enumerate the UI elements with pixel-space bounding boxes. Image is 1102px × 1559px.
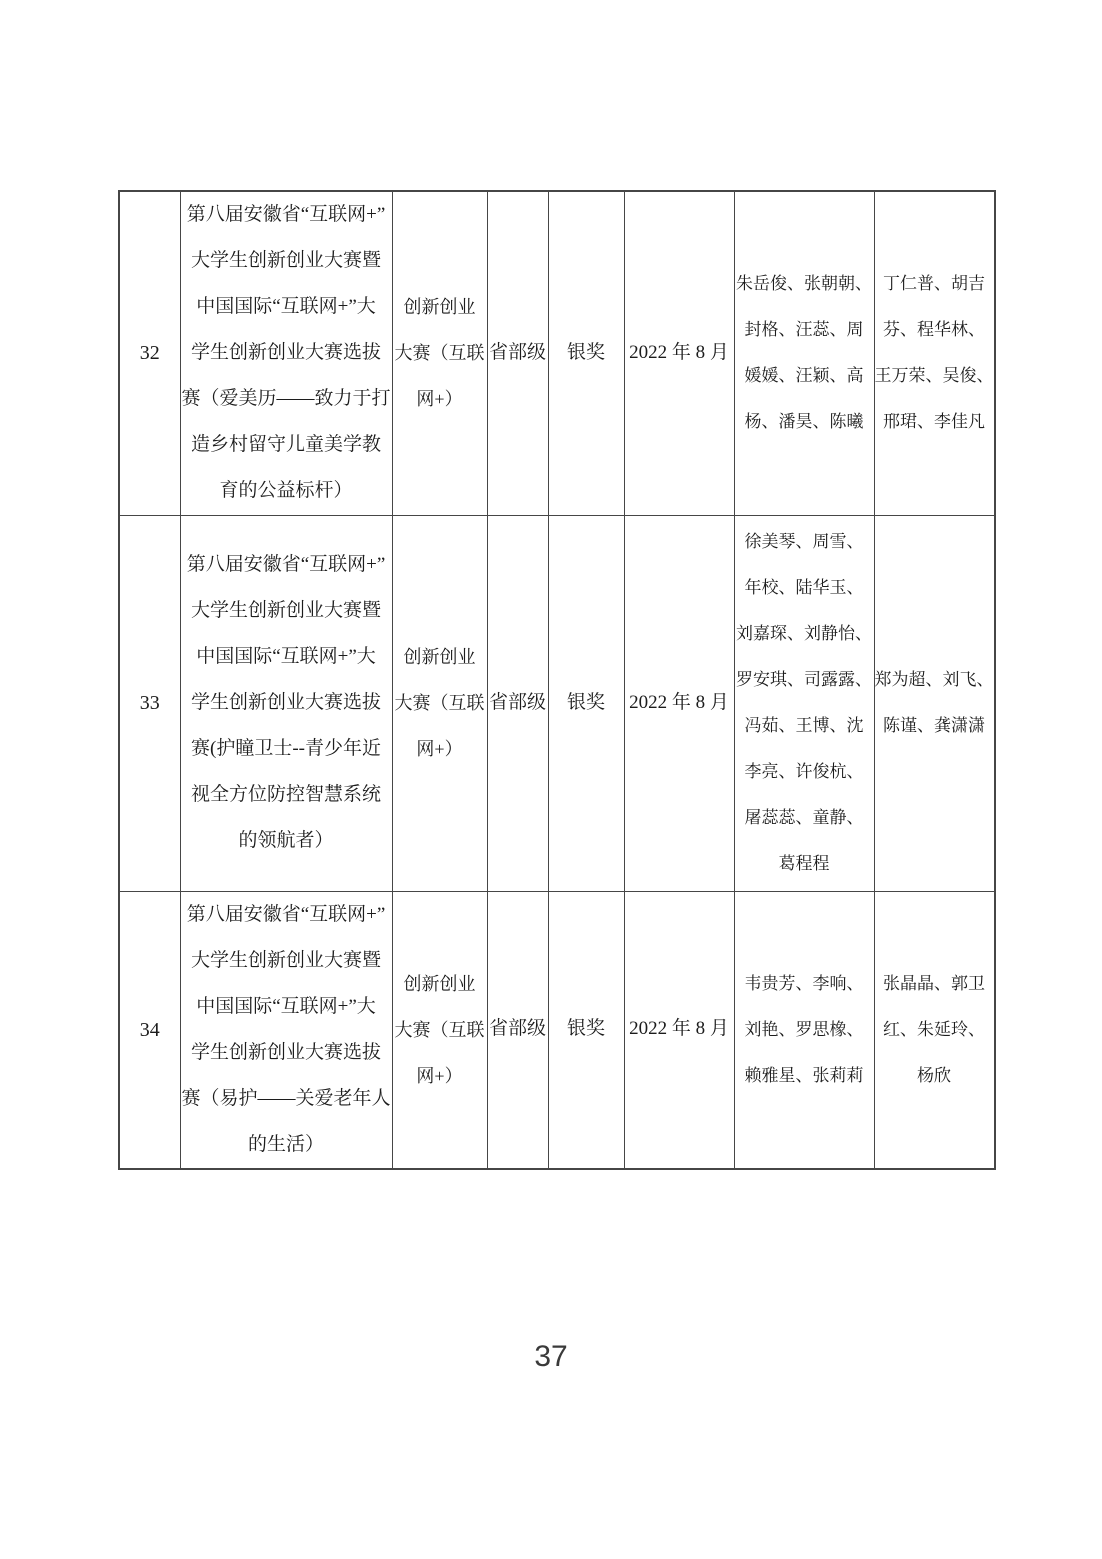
- award-name: 第八届安徽省“互联网+” 大学生创新创业大赛暨 中国国际“互联网+”大 学生创新创业大赛选拔 赛（易护——关爱老年人 的生活）: [181, 903, 391, 1155]
- level: 省部级: [488, 341, 546, 363]
- award: 银奖: [566, 691, 605, 713]
- level: 省部级: [488, 1018, 546, 1040]
- cell-level: [487, 191, 548, 515]
- members: 徐美琴、周雪、 年校、陆华玉、 刘嘉琛、刘静怡、 罗安琪、司露露、 冯茹、王博、沈 李亮、许俊杭、 屠蕊蕊、童静、 葛程程: [736, 532, 872, 873]
- cell-date: [624, 515, 734, 891]
- award-name: 第八届安徽省“互联网+” 大学生创新创业大赛暨 中国国际“互联网+”大 学生创新创业大赛选拔 赛(护瞳卫士--青少年近 视全方位防控智慧系统 的领航者）: [186, 554, 386, 851]
- cell-date: [624, 891, 734, 1169]
- awards-table: [118, 190, 996, 1170]
- table-row: [119, 515, 995, 891]
- cell-award: [548, 191, 624, 515]
- award: 银奖: [566, 341, 605, 363]
- page-number: 37: [534, 1340, 568, 1373]
- date: 2022 年 8 月: [629, 341, 729, 363]
- cell-award-name: [180, 891, 392, 1169]
- table-row: [119, 891, 995, 1169]
- row-number: 34: [139, 1018, 160, 1041]
- members: 朱岳俊、张朝朝、 封格、汪蕊、周 媛媛、汪颖、高 杨、潘昊、陈曦: [736, 274, 872, 432]
- table-row: [119, 191, 995, 515]
- cell-category: [392, 515, 487, 891]
- cell-award-name: [180, 191, 392, 515]
- advisors: 郑为超、刘飞、 陈谨、龚潇潇: [874, 670, 994, 735]
- row-number: 32: [139, 342, 160, 365]
- cell-members: [734, 515, 874, 891]
- category: 创新创业 大赛（互联 网+）: [394, 297, 485, 410]
- cell-level: [487, 891, 548, 1169]
- cell-advisors: [874, 191, 995, 515]
- cell-award: [548, 515, 624, 891]
- members: 韦贵芳、李响、 刘艳、罗思橡、 赖雅星、张莉莉: [744, 973, 864, 1085]
- cell-advisors: [874, 891, 995, 1169]
- date: 2022 年 8 月: [629, 1018, 729, 1040]
- cell-award: [548, 891, 624, 1169]
- cell-advisors: [874, 515, 995, 891]
- advisors: 丁仁普、胡吉 芬、程华林、 王万荣、吴俊、 邢珺、李佳凡: [874, 274, 994, 432]
- advisors: 张晶晶、郭卫 红、朱延玲、 杨欣: [883, 973, 985, 1085]
- cell-level: [487, 515, 548, 891]
- cell-row-number: [119, 891, 180, 1169]
- date: 2022 年 8 月: [629, 691, 729, 713]
- level: 省部级: [488, 691, 546, 713]
- cell-category: [392, 891, 487, 1169]
- cell-date: [624, 191, 734, 515]
- category: 创新创业 大赛（互联 网+）: [394, 647, 485, 759]
- cell-members: [734, 191, 874, 515]
- award: 银奖: [566, 1018, 605, 1040]
- cell-row-number: [119, 191, 180, 515]
- cell-row-number: [119, 515, 180, 891]
- row-number: 33: [139, 692, 160, 714]
- cell-category: [392, 191, 487, 515]
- cell-members: [734, 891, 874, 1169]
- category: 创新创业 大赛（互联 网+）: [394, 973, 485, 1086]
- award-name: 第八届安徽省“互联网+” 大学生创新创业大赛暨 中国国际“互联网+”大 学生创新创业大赛选拔 赛（爱美历——致力于打 造乡村留守儿童美学教 育的公益标杆）: [181, 204, 391, 502]
- cell-award-name: [180, 515, 392, 891]
